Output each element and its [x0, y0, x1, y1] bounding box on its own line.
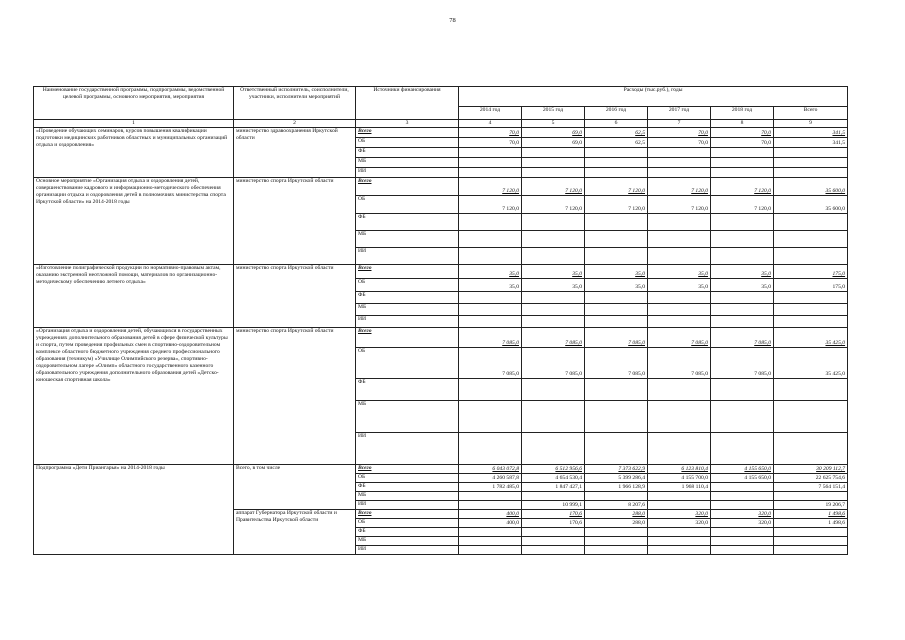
value-cell: 70,0	[459, 128, 522, 138]
column-number: 5	[522, 120, 585, 128]
value-cell	[711, 433, 774, 465]
source-cell: Всего	[356, 178, 459, 196]
table-row	[34, 265, 848, 279]
value-cell	[522, 546, 585, 555]
value-cell: 400,0	[459, 510, 522, 519]
activity-name: «Организация отдыха и оздоровления детей, обучающихся в государственных учреждениях дополнительного образования детей в сфере физической культуры и спорта, путем проведения профильных смен в спортивно-оздоровительном комплексе областного бюджетного учреждения среднего профессионального образования (техникум) «Училище Олимпийского резерва», спортивно-оздоровительном лагере «Олимп» областного государственного казенного образовательного учреждения дополнительного образования детей «Детско-юношеская спортивная школа»	[34, 328, 234, 465]
responsible-executor: министерство спорта Иркутской области	[234, 265, 356, 328]
value-cell: 70,0	[711, 138, 774, 148]
value-cell	[522, 492, 585, 501]
value-cell: 4 155 700,0	[648, 474, 711, 483]
source-cell: ФБ	[356, 292, 459, 304]
value-cell	[648, 537, 711, 546]
header-costs: Расходы (тыс.руб.), годы	[459, 87, 848, 107]
header-year: 2014 год	[459, 107, 522, 120]
source-cell: МБ	[356, 231, 459, 248]
value-cell: 35 425,0	[774, 328, 848, 348]
value-cell: 7 085,0	[459, 348, 522, 379]
value-cell	[459, 401, 522, 433]
value-cell	[522, 148, 585, 158]
value-cell	[585, 214, 648, 231]
value-cell: 288,0	[585, 519, 648, 528]
value-cell: 7 120,0	[585, 196, 648, 214]
value-cell: 5 399 286,4	[585, 474, 648, 483]
value-cell	[774, 168, 848, 178]
value-cell	[585, 231, 648, 248]
activity-name: Основное мероприятие «Организация отдыха и оздоровления детей, совершенствование кадрового и информационно-методического обеспечения организации отдыха и оздоровления детей в полномочиях министерства спорта Иркутской области» на 2014-2018 годы	[34, 178, 234, 265]
activity-name: «Изготовление полиграфической продукции по нормативно-правовым актам, оказанию экстренной неотложной помощи, материалов по организационно-методическому обеспечению летнего отдыха»	[34, 265, 234, 328]
value-cell	[774, 292, 848, 304]
value-cell: 7 085,0	[648, 328, 711, 348]
value-cell: 7 120,0	[459, 178, 522, 196]
value-cell: 320,0	[648, 510, 711, 519]
source-cell: ИИ	[356, 501, 459, 510]
source-cell: Всего	[356, 265, 459, 279]
value-cell: 288,0	[585, 510, 648, 519]
value-cell	[522, 433, 585, 465]
header-year: 2018 год	[711, 107, 774, 120]
column-number: 9	[774, 120, 848, 128]
source-cell: ОБ	[356, 138, 459, 148]
value-cell	[774, 158, 848, 168]
value-cell	[459, 292, 522, 304]
value-cell	[459, 537, 522, 546]
value-cell: 7 120,0	[522, 196, 585, 214]
value-cell: 320,0	[711, 510, 774, 519]
page-number: 78	[449, 17, 456, 24]
value-cell: 175,0	[774, 265, 848, 279]
table-row	[34, 465, 848, 474]
value-cell	[522, 316, 585, 328]
source-cell: ИИ	[356, 433, 459, 465]
value-cell: 70,0	[648, 128, 711, 138]
financing-table	[33, 86, 848, 555]
value-cell	[648, 214, 711, 231]
value-cell: 6 043 072,8	[459, 465, 522, 474]
source-cell: ФБ	[356, 148, 459, 158]
source-cell: Всего	[356, 465, 459, 474]
value-cell	[774, 214, 848, 231]
value-cell: 7 120,0	[585, 178, 648, 196]
value-cell: 70,0	[648, 138, 711, 148]
value-cell	[711, 379, 774, 401]
value-cell: 4 260 587,8	[459, 474, 522, 483]
value-cell	[459, 214, 522, 231]
source-cell: Всего	[356, 328, 459, 348]
source-cell: ФБ	[356, 528, 459, 537]
value-cell	[585, 433, 648, 465]
value-cell: 341,5	[774, 138, 848, 148]
value-cell	[585, 158, 648, 168]
value-cell: 62,5	[585, 138, 648, 148]
value-cell: 22 625 754,6	[774, 474, 848, 483]
value-cell	[711, 537, 774, 546]
value-cell	[648, 168, 711, 178]
source-cell: ОБ	[356, 519, 459, 528]
value-cell: 69,0	[522, 128, 585, 138]
source-cell: ФБ	[356, 483, 459, 492]
column-number: 1	[34, 120, 234, 128]
value-cell: 69,0	[522, 138, 585, 148]
value-cell	[711, 248, 774, 265]
value-cell: 1 968 110,4	[648, 483, 711, 492]
table-row	[34, 178, 848, 196]
value-cell	[585, 148, 648, 158]
value-cell: 35,0	[522, 279, 585, 292]
source-cell: ОБ	[356, 279, 459, 292]
value-cell	[711, 316, 774, 328]
value-cell	[711, 231, 774, 248]
value-cell	[585, 401, 648, 433]
value-cell	[774, 433, 848, 465]
source-cell: ОБ	[356, 474, 459, 483]
source-cell: Всего	[356, 128, 459, 138]
value-cell	[522, 292, 585, 304]
value-cell	[459, 304, 522, 316]
value-cell	[774, 537, 848, 546]
value-cell: 7 120,0	[459, 196, 522, 214]
value-cell	[648, 292, 711, 304]
value-cell	[522, 248, 585, 265]
value-cell	[585, 492, 648, 501]
column-number: 4	[459, 120, 522, 128]
value-cell	[522, 537, 585, 546]
value-cell	[648, 492, 711, 501]
value-cell	[522, 168, 585, 178]
value-cell	[774, 304, 848, 316]
value-cell	[522, 231, 585, 248]
value-cell	[711, 492, 774, 501]
value-cell	[774, 231, 848, 248]
value-cell	[711, 501, 774, 510]
source-cell: ИИ	[356, 248, 459, 265]
value-cell	[522, 304, 585, 316]
value-cell	[711, 168, 774, 178]
value-cell: 8 207,6	[585, 501, 648, 510]
value-cell: 400,0	[459, 519, 522, 528]
value-cell: 35,0	[585, 279, 648, 292]
value-cell	[522, 214, 585, 231]
responsible-total: Всего, в том числе	[234, 465, 356, 510]
value-cell: 35,0	[585, 265, 648, 279]
header-responsible: Ответственный исполнитель, соисполнители, участники, исполнители мероприятий	[234, 87, 356, 120]
value-cell: 7 373 622,9	[585, 465, 648, 474]
value-cell: 7 564 151,4	[774, 483, 848, 492]
value-cell: 35,0	[459, 265, 522, 279]
value-cell	[774, 148, 848, 158]
responsible-executor: министерство спорта Иркутской области	[234, 178, 356, 265]
value-cell: 35,0	[648, 279, 711, 292]
value-cell: 7 085,0	[648, 348, 711, 379]
value-cell: 35 600,0	[774, 196, 848, 214]
source-cell: МБ	[356, 401, 459, 433]
value-cell	[774, 316, 848, 328]
value-cell	[648, 158, 711, 168]
value-cell	[459, 501, 522, 510]
value-cell	[459, 158, 522, 168]
value-cell	[774, 401, 848, 433]
value-cell	[648, 304, 711, 316]
source-cell: ОБ	[356, 196, 459, 214]
column-number: 3	[356, 120, 459, 128]
value-cell	[711, 546, 774, 555]
value-cell: 35,0	[459, 279, 522, 292]
value-cell: 7 120,0	[648, 196, 711, 214]
value-cell	[585, 248, 648, 265]
responsible-executor: аппарат Губернатора Иркутской области и Правительства Иркутской области	[234, 510, 356, 555]
responsible-executor: министерство здравоохранения Иркутской области	[234, 128, 356, 178]
value-cell	[648, 528, 711, 537]
value-cell	[459, 546, 522, 555]
value-cell	[585, 292, 648, 304]
value-cell: 170,6	[522, 510, 585, 519]
value-cell: 4 654 530,4	[522, 474, 585, 483]
value-cell	[711, 304, 774, 316]
table-row	[34, 328, 848, 348]
value-cell	[585, 546, 648, 555]
value-cell: 7 120,0	[711, 178, 774, 196]
value-cell	[711, 483, 774, 492]
column-number: 2	[234, 120, 356, 128]
source-cell: МБ	[356, 537, 459, 546]
value-cell	[522, 158, 585, 168]
value-cell: 6 512 956,6	[522, 465, 585, 474]
source-cell: ОБ	[356, 348, 459, 379]
value-cell: 7 085,0	[585, 328, 648, 348]
value-cell	[774, 546, 848, 555]
value-cell: 1 498,6	[774, 519, 848, 528]
value-cell	[585, 379, 648, 401]
value-cell	[711, 292, 774, 304]
value-cell	[522, 401, 585, 433]
column-number: 8	[711, 120, 774, 128]
value-cell: 320,0	[711, 519, 774, 528]
value-cell	[459, 231, 522, 248]
activity-name: «Проведение обучающих семинаров, курсов повышения квалификации подготовки медицинских работников областных и муниципальных организаций отдыха и оздоровления»	[34, 128, 234, 178]
value-cell: 7 120,0	[711, 196, 774, 214]
value-cell: 4 155 650,0	[711, 474, 774, 483]
header-source: Источники финансирования	[356, 87, 459, 120]
value-cell	[711, 148, 774, 158]
value-cell: 70,0	[459, 138, 522, 148]
responsible-executor: министерство спорта Иркутской области	[234, 328, 356, 465]
source-cell: Всего	[356, 510, 459, 519]
value-cell: 10 999,1	[522, 501, 585, 510]
value-cell	[774, 248, 848, 265]
value-cell	[711, 158, 774, 168]
value-cell: 7 085,0	[711, 328, 774, 348]
value-cell	[585, 528, 648, 537]
value-cell: 70,0	[711, 128, 774, 138]
value-cell	[522, 379, 585, 401]
header-total: Всего	[774, 107, 848, 120]
value-cell	[648, 316, 711, 328]
column-number: 6	[585, 120, 648, 128]
value-cell	[648, 379, 711, 401]
value-cell	[711, 214, 774, 231]
value-cell	[459, 433, 522, 465]
value-cell: 7 085,0	[522, 328, 585, 348]
value-cell: 1 498,6	[774, 510, 848, 519]
value-cell	[774, 528, 848, 537]
value-cell: 35,0	[648, 265, 711, 279]
value-cell	[459, 148, 522, 158]
source-cell: МБ	[356, 158, 459, 168]
value-cell: 35,0	[711, 265, 774, 279]
value-cell	[585, 316, 648, 328]
value-cell	[648, 546, 711, 555]
value-cell: 1 847 427,1	[522, 483, 585, 492]
value-cell: 175,0	[774, 279, 848, 292]
value-cell: 35 600,0	[774, 178, 848, 196]
value-cell	[585, 304, 648, 316]
value-cell: 7 085,0	[711, 348, 774, 379]
value-cell	[459, 248, 522, 265]
value-cell: 170,6	[522, 519, 585, 528]
header-name: Наименование государственной программы, подпрограммы, ведомственной целевой программы, основного мероприятия, мероприятия	[34, 87, 234, 120]
table-row	[34, 128, 848, 138]
value-cell	[648, 401, 711, 433]
value-cell: 1 782 485,0	[459, 483, 522, 492]
value-cell: 35,0	[522, 265, 585, 279]
value-cell: 320,0	[648, 519, 711, 528]
value-cell	[459, 379, 522, 401]
value-cell: 35,0	[711, 279, 774, 292]
value-cell: 30 209 112,7	[774, 465, 848, 474]
value-cell: 7 120,0	[648, 178, 711, 196]
value-cell: 341,5	[774, 128, 848, 138]
header-year: 2016 год	[585, 107, 648, 120]
header-year: 2015 год	[522, 107, 585, 120]
value-cell: 7 085,0	[522, 348, 585, 379]
value-cell: 7 085,0	[585, 348, 648, 379]
header-year: 2017 год	[648, 107, 711, 120]
value-cell: 35 425,0	[774, 348, 848, 379]
value-cell	[711, 401, 774, 433]
source-cell: ИИ	[356, 546, 459, 555]
subprogram-name: Подпрограмма «Дети Приангарья» на 2014-2018 годы	[34, 465, 234, 555]
source-cell: ИИ	[356, 316, 459, 328]
value-cell	[648, 501, 711, 510]
value-cell	[585, 537, 648, 546]
value-cell	[459, 168, 522, 178]
value-cell	[774, 379, 848, 401]
source-cell: МБ	[356, 492, 459, 501]
value-cell: 7 085,0	[459, 328, 522, 348]
source-cell: ФБ	[356, 379, 459, 401]
value-cell	[711, 528, 774, 537]
value-cell	[648, 148, 711, 158]
value-cell	[648, 248, 711, 265]
value-cell	[459, 316, 522, 328]
value-cell: 19 206,7	[774, 501, 848, 510]
source-cell: ИИ	[356, 168, 459, 178]
value-cell	[648, 231, 711, 248]
value-cell	[585, 168, 648, 178]
value-cell	[459, 492, 522, 501]
value-cell	[648, 433, 711, 465]
value-cell: 1 966 128,9	[585, 483, 648, 492]
value-cell: 6 123 810,4	[648, 465, 711, 474]
source-cell: МБ	[356, 304, 459, 316]
value-cell: 4 155 650,0	[711, 465, 774, 474]
value-cell	[459, 528, 522, 537]
column-number: 7	[648, 120, 711, 128]
value-cell: 7 120,0	[522, 178, 585, 196]
value-cell	[522, 528, 585, 537]
value-cell: 62,5	[585, 128, 648, 138]
value-cell	[774, 492, 848, 501]
source-cell: ФБ	[356, 214, 459, 231]
